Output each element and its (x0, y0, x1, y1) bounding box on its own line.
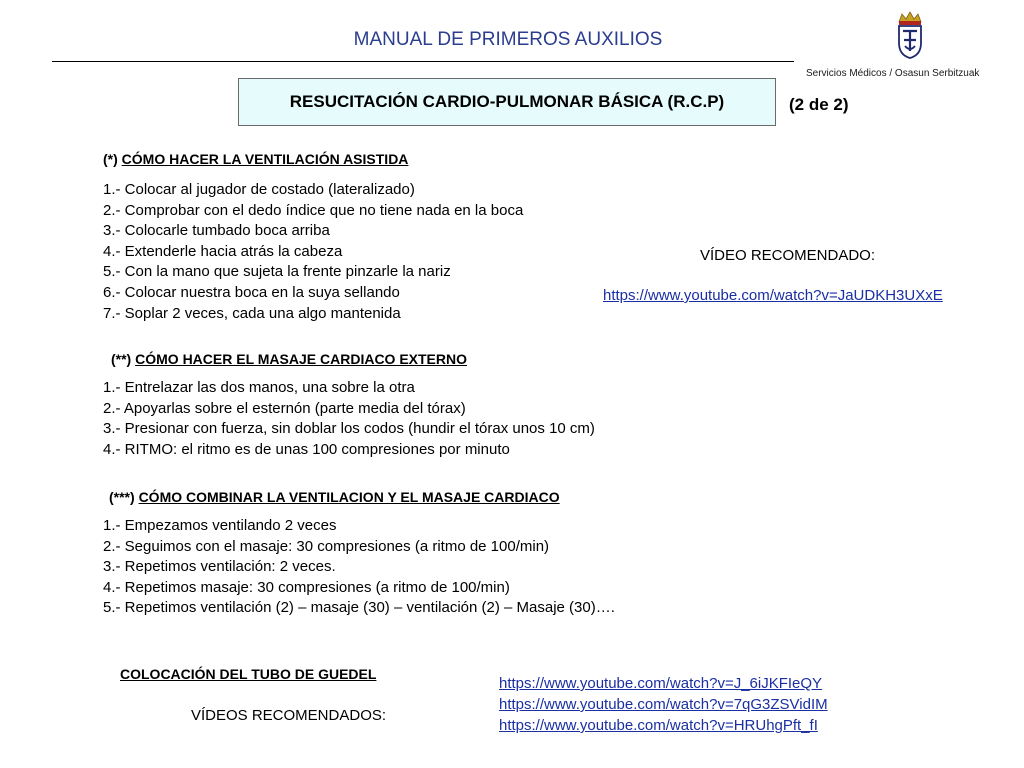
slide-title: RESUCITACIÓN CARDIO-PULMONAR BÁSICA (R.C.P) (238, 78, 776, 126)
page-indicator: (2 de 2) (789, 95, 849, 114)
list-item: 5.- Con la mano que sujeta la frente pinzarle la nariz (103, 263, 451, 281)
list-item: 2.- Seguimos con el masaje: 30 compresiones (a ritmo de 100/min) (103, 537, 550, 555)
list-item: 6.- Colocar nuestra boca en la suya sellando (103, 283, 400, 301)
list-item: 7.- Soplar 2 veces, cada una algo mantenida (103, 304, 401, 322)
massage-heading-text: CÓMO HACER EL MASAJE CARDIACO EXTERNO (135, 351, 468, 367)
guedel-videos-label: VÍDEOS RECOMENDADOS: (191, 707, 387, 724)
guedel-link-3[interactable]: https://www.youtube.com/watch?v=HRUhgPft_fI (499, 717, 818, 734)
massage-prefix: (**) (111, 351, 132, 367)
list-item: 3.- Presionar con fuerza, sin doblar los codos (hundir el tórax unos 10 cm) (103, 420, 595, 438)
guedel-links (499, 673, 828, 736)
list-item: 4.- RITMO: el ritmo es de unas 100 compresiones por minuto (103, 440, 510, 458)
combined-heading-text: CÓMO COMBINAR LA VENTILACION Y EL MASAJE CARDIACO (138, 489, 560, 505)
combined-prefix: (***) (109, 489, 135, 505)
ventilation-heading-text: CÓMO HACER LA VENTILACIÓN ASISTIDA (121, 151, 409, 167)
service-subtitle: Servicios Médicos / Osasun Serbitzuak (806, 68, 980, 79)
list-item: 3.- Colocarle tumbado boca arriba (103, 222, 330, 240)
list-item: 4.- Extenderle hacia atrás la cabeza (103, 242, 343, 260)
guedel-link-1[interactable]: https://www.youtube.com/watch?v=J_6iJKFIeQY (499, 675, 823, 692)
list-item: 1.- Entrelazar las dos manos, una sobre la otra (103, 379, 415, 396)
massage-heading (111, 351, 467, 367)
ventilation-heading (103, 151, 408, 167)
list-item: 5.- Repetimos ventilación (2) – masaje (30) – ventilación (2) – Masaje (30)…. (103, 599, 615, 617)
ventilation-steps (103, 180, 523, 324)
list-item: 4.- Repetimos masaje: 30 compresiones (a ritmo de 100/min) (103, 578, 510, 596)
massage-steps (103, 378, 595, 460)
video-label: VÍDEO RECOMENDADO: (700, 247, 876, 264)
guedel-link-2[interactable]: https://www.youtube.com/watch?v=7qG3ZSVidIM (499, 696, 828, 713)
header-divider (52, 61, 794, 62)
header-title: MANUAL DE PRIMEROS AUXILIOS (353, 29, 663, 50)
list-item: 3.- Repetimos ventilación: 2 veces. (103, 558, 336, 576)
guedel-heading-text: COLOCACIÓN DEL TUBO DE GUEDEL (120, 666, 377, 682)
video-link[interactable]: https://www.youtube.com/watch?v=JaUDKH3UXxE (603, 287, 943, 304)
list-item: 1.- Empezamos ventilando 2 veces (103, 517, 337, 534)
list-item: 2.- Apoyarlas sobre el esternón (parte media del tórax) (103, 399, 466, 417)
combined-heading (109, 489, 560, 505)
club-crest-icon (890, 10, 930, 60)
guedel-heading (120, 666, 376, 682)
combined-steps (103, 516, 615, 619)
list-item: 1.- Colocar al jugador de costado (lateralizado) (103, 181, 415, 198)
ventilation-prefix: (*) (103, 151, 118, 167)
list-item: 2.- Comprobar con el dedo índice que no tiene nada en la boca (103, 201, 524, 219)
